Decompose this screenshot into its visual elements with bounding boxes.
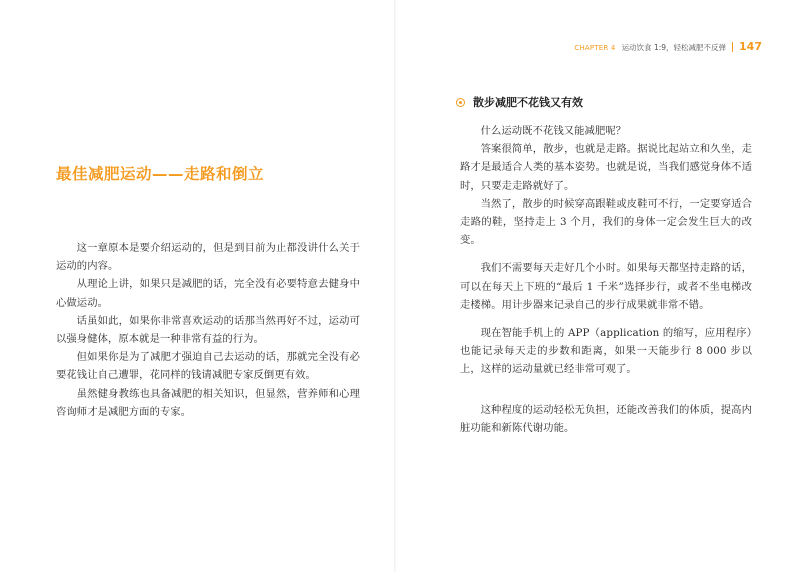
section-heading [456, 94, 583, 110]
body-paragraph: 话虽如此，如果你非常喜欢运动的话那当然再好不过，运动可以强身健体，原本就是一种非常有益的行为。 [56, 314, 360, 346]
body-paragraph: 这种程度的运动轻松无负担，还能改善我们的体质，提高内脏功能和新陈代谢功能。 [460, 403, 752, 434]
body-paragraph: 现在智能手机上的 APP（application 的缩写，应用程序）也能记录每天走的步数和距离，如果一天能步行 8 000 步以上，这样的运动量就已经非常可观了。 [460, 327, 752, 376]
circle-bullet-icon [456, 98, 465, 107]
body-paragraph: 当然了，散步的时候穿高跟鞋或皮鞋可不行，一定要穿适合走路的鞋，坚持走上 3 个月，我们的身体一定会发生巨大的改变。 [460, 197, 752, 247]
paragraph-gap [460, 249, 752, 259]
chapter-section-heading: 最佳减肥运动——走路和倒立 [56, 165, 265, 183]
body-paragraph: 从理论上讲，如果只是减肥的话，完全没有必要特意去健身中心做运动。 [56, 278, 360, 309]
body-paragraph: 这一章原本是要介绍运动的，但是到目前为止都没讲什么关于运动的内容。 [56, 242, 360, 273]
body-paragraph: 虽然健身教练也具备减肥的相关知识，但显然，营养师和心理咨询师才是减肥方面的专家。 [56, 387, 360, 418]
body-paragraph: 答案很简单，散步，也就是走路。据说比起站立和久坐，走路才是最适合人类的基本姿势。也就是说，当我们感觉身体不适时，只要走走路就好了。 [460, 143, 752, 192]
header-chapter-title: 运动饮食 1:9，轻松减肥不反弹 [621, 43, 727, 52]
page-gutter [394, 0, 396, 572]
body-paragraph: 但如果你是为了减肥才强迫自己去运动的话，那就完全没有必要花钱让自己遭罪，花同样的钱请减肥专家反倒更有效。 [56, 351, 360, 382]
header-chapter-label: CHAPTER 4 [574, 44, 616, 52]
section-heading-text: 散步减肥不花钱又有效 [473, 96, 583, 109]
paragraph-gap [460, 379, 752, 401]
header-divider [732, 42, 733, 52]
right-page-body [460, 122, 752, 437]
running-header [574, 40, 762, 53]
page-number: 147 [739, 40, 762, 53]
left-page-body [56, 239, 360, 421]
body-paragraph: 什么运动既不花钱又能减肥呢？ [480, 125, 627, 137]
body-paragraph: 我们不需要每天走好几个小时。如果每天都坚持走路的话，可以在每天上下班的“最后 1 千米”选择步行，或者不坐电梯改走楼梯。用计步器来记录自己的步行成果就非常不错。 [460, 262, 752, 311]
paragraph-gap [460, 314, 752, 324]
